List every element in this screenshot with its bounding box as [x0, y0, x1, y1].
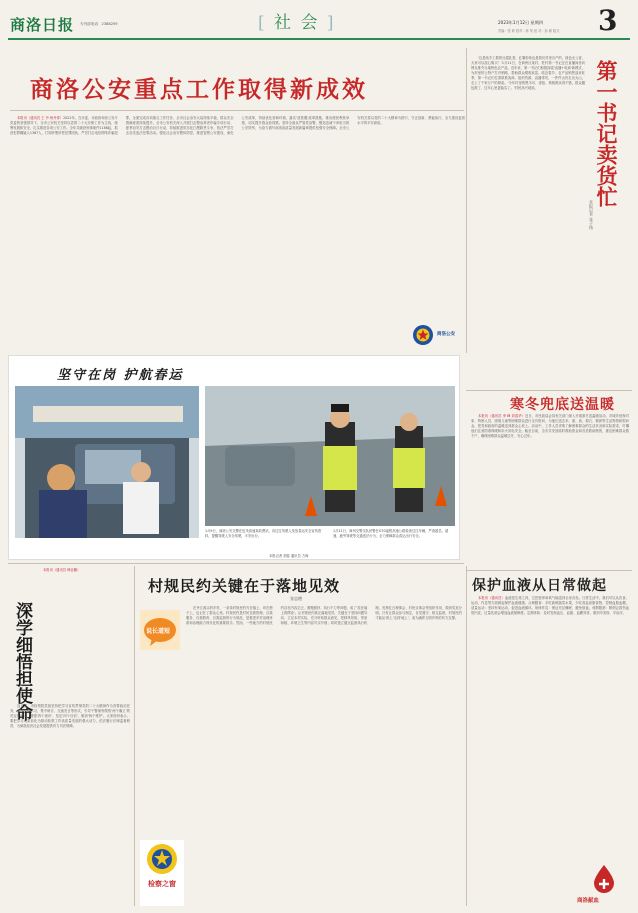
left-column-title-text: 深学细悟担使命	[12, 602, 32, 721]
masthead-rule	[8, 38, 630, 40]
rural-body	[186, 606, 462, 904]
procuratorate-emblem-icon	[145, 842, 179, 876]
commentary-byline	[584, 200, 594, 229]
issue-date: 2023年1月12日 星期四	[498, 20, 544, 25]
blood-donation-badge	[575, 864, 633, 906]
procuratorate-badge	[140, 840, 184, 906]
photo-right-traffic-police	[205, 386, 455, 526]
main-article-text: 2022年，在市委、市政府和省公安厅党委的坚强领导下，全市公安机关坚持以党的二十大安保工作为主线，统筹发展和安全，扎实推进各项公安工作。全年共破获刑事案件1186起，抓获犯罪嫌疑人1367人，打掉涉黑涉恶犯罪团伙，严厉打击电信网络诈骗犯罪，全面完成各项重点工作任务，全市社会治安大局持续平稳，群众安全感满意度持续提升。全市公安机关深入开展打击整治养老诈骗专项行动、夏季治安打击整治百日行动，持续推进常态化扫黑除恶斗争，依法严厉打击各类违法犯罪活动。强化社会治安整体防控，推进智慧公安建设，深化公安改革，持续优化营商环境，落实'放管服'改革措施，推出便民利民举措，切实提升群众获得感。坚持全面从严管党治警，锻造忠诚干净担当的公安铁军，为奋力谱写商洛高质量发展新篇章提供坚强安全保障。全市公安机关将以党的二十大精神为指引，守正创新、勇毅前行，全力建设更高水平的平安商洛。	[10, 116, 465, 135]
left-column-text: 连日来，市检察院党组坚持把学习宣传贯彻党的二十大精神作为首要政治任务，通过专题学习、集中研讨、交流发言等形式，引导干警深刻领悟'两个确立'的决定性意义，增强'四个意识'、坚定'四个自信'、做到'两个维护'。大家纷纷表示，要把学习成果转化为推动检察工作高质量发展的强大动力，依法履行法律监督职责，为商洛经济社会发展提供有力司法保障。	[10, 704, 130, 728]
lower-right-divider	[466, 566, 467, 906]
rural-byline: 张忠德	[290, 596, 302, 601]
masthead-sub-line: 专刊部电话：2388259	[80, 22, 118, 26]
police-emblem-icon	[412, 324, 434, 346]
masthead	[0, 0, 638, 48]
main-headline: 商洛公安重点工作取得新成效	[30, 76, 368, 103]
commentary-title-text: 第一书记卖货忙	[594, 60, 619, 207]
section-label-text: 社 会	[274, 13, 320, 33]
commentary-column-badge	[140, 610, 180, 650]
masthead-logo-text: 商洛日报	[10, 16, 75, 34]
warm-news-top-rule	[466, 390, 632, 391]
blood-body	[471, 596, 629, 858]
police-badge-label: 商洛公安	[437, 332, 455, 337]
traffic-police-scene-icon	[205, 386, 455, 526]
section-label: [ 社 会 ]	[258, 13, 336, 33]
photo-spread-title: 坚守在岗 护航春运	[57, 368, 184, 383]
rural-text: 在丹江源头的乡村，一条条村规民约写在墙上、印在册子上，也记在了群众心里。村规民约是村民自我管理、自我服务、自我教育、自我监督的行为规范，是推进乡村治理体系和治理能力现代化的重要抓手。然而，一些地方的村规民约存在内容空泛、照搬照抄、执行不力等问题，成了'挂在墙上的摆设'。让村规民约真正落地见效，关键在于坚持问题导向，立足本村实际，充分听取群众意见，把移风易俗、邻里和睦、环境卫生等内容写实写细；同时建立健全监督执行机制，发挥红白理事会、村民议事会等组织作用，做到奖惩分明。只有让群众参与制定、自觉遵守、相互监督，村规民约才能从'纸上'走到'地上'，成为涵养文明乡风的有力支撑。	[186, 606, 462, 625]
warm-news-body	[471, 414, 629, 564]
blood-drop-icon	[591, 864, 617, 894]
toll-station-scene-icon	[15, 386, 199, 538]
main-article-byline: 本报讯（通讯员 王 丹 杨丹青）	[17, 116, 64, 120]
blood-top-rule	[466, 570, 632, 571]
commentary-byline-text: 本报记者 张子扬	[589, 200, 594, 230]
police-badge	[412, 320, 464, 352]
left-column-divider	[134, 566, 135, 906]
photo-left-toll-station	[15, 386, 199, 538]
warm-news-text: 近日，市民政局会同有关部门深入开展寒冬送温暖活动，对城乡低保对象、特困人员、困境儿童等困难群众进行走访慰问，为他们送去米、面、油、棉衣、棉被等生活物资和慰问金，把党和政府的温暖送到群众心坎上。活动中，工作人员详细了解困难群众的生活状况和实际需求，叮嘱他们注意防寒保暖和用火用电安全。截至目前，全市共发放临时救助资金和各类救助物资，惠及困难群众数千户，确保困难群众温暖过冬、安心过年。	[471, 414, 629, 438]
commentary-text: '这是纯手工做的豆腐乳香，红薯粉条也是我们村里自产的，绿色无公害，大家可以放心购买！'1月11日，在商州区某村，驻村第一书记正在直播间里向网友推介当地特色农产品。近年来，第一书记们积极探索'直播+电商'新模式，为村里的土特产打开销路，帮助群众增收致富。临近春节，农产品销售迎来旺季，第一书记们忙着联系客商、组织货源、直播带货，一件件山货走出大山，走上了千家万户的餐桌。'今年村里的黑木耳、香菇、核桃都卖得不错，群众腰包鼓了，过年心里更踏实了。'村民高兴地说。	[471, 56, 585, 90]
blood-text: 血液是生命之河，它把营养和氧气输送到全身各处。日常生活中，我们可以从饮食、运动、作息等方面做起保护血液健康。合理膳食：多吃新鲜蔬菜水果，少吃高盐高脂食物，控制血脂血糖。适量运动：坚持有氧运动，促进血液循环。规律作息：保证充足睡眠，避免熬夜。戒烟限酒：吸烟会损伤血管内皮，过量饮酒会增加血液黏稠度。定期体检：及时发现血压、血脂、血糖异常，做到早发现、早治疗。	[471, 596, 629, 615]
left-column-main-body	[10, 704, 130, 904]
photo-caption-right: 1月11日，商州交警支队民警在G70福银高速公路检查过往车辆，严查超员、超速、疲劳驾驶等交通违法行为，全力保障群众春运出行安全。	[333, 529, 449, 538]
commentary-body	[471, 56, 585, 356]
masthead-logo	[10, 14, 74, 35]
warm-news-byline: 本报讯（通讯员 李 峰 刘春华）	[478, 414, 525, 418]
blood-title: 保护血液从日常做起	[472, 578, 607, 594]
lower-section-rule	[8, 563, 464, 564]
main-article-body	[10, 116, 465, 352]
headline-divider	[10, 110, 464, 111]
procuratorate-label: 检察之窗	[148, 880, 176, 888]
blood-badge-label: 商洛献血	[577, 898, 600, 904]
column-divider-right	[466, 48, 467, 353]
commentary-title	[592, 60, 618, 207]
photo-caption-left: 1月9日，商洛公安交警在包茂高速某收费站，向过往驾驶人发放春运安全宣传资料，提醒驾驶人安全驾驶，平安出行。	[205, 529, 322, 538]
warm-news-title: 寒冬兜底送温暖	[510, 397, 615, 413]
editor-credits: 责编：张 莉 校对：席 荣 组 对：孙 颖 版式	[498, 29, 560, 33]
blood-byline: 本报讯（通讯员）	[478, 596, 505, 600]
left-column-byline: 本报讯（通讯员 韩亚鹏）	[43, 568, 81, 572]
photo-credit: 本报记者 胡春 通讯员 方海	[269, 554, 309, 558]
commentary-column-label: 说长道短	[146, 628, 171, 635]
page-number: 3	[598, 4, 618, 37]
rural-title: 村规民约关键在于落地见效	[148, 577, 341, 595]
left-column-top-body	[36, 568, 131, 692]
photo-spread	[8, 355, 460, 560]
